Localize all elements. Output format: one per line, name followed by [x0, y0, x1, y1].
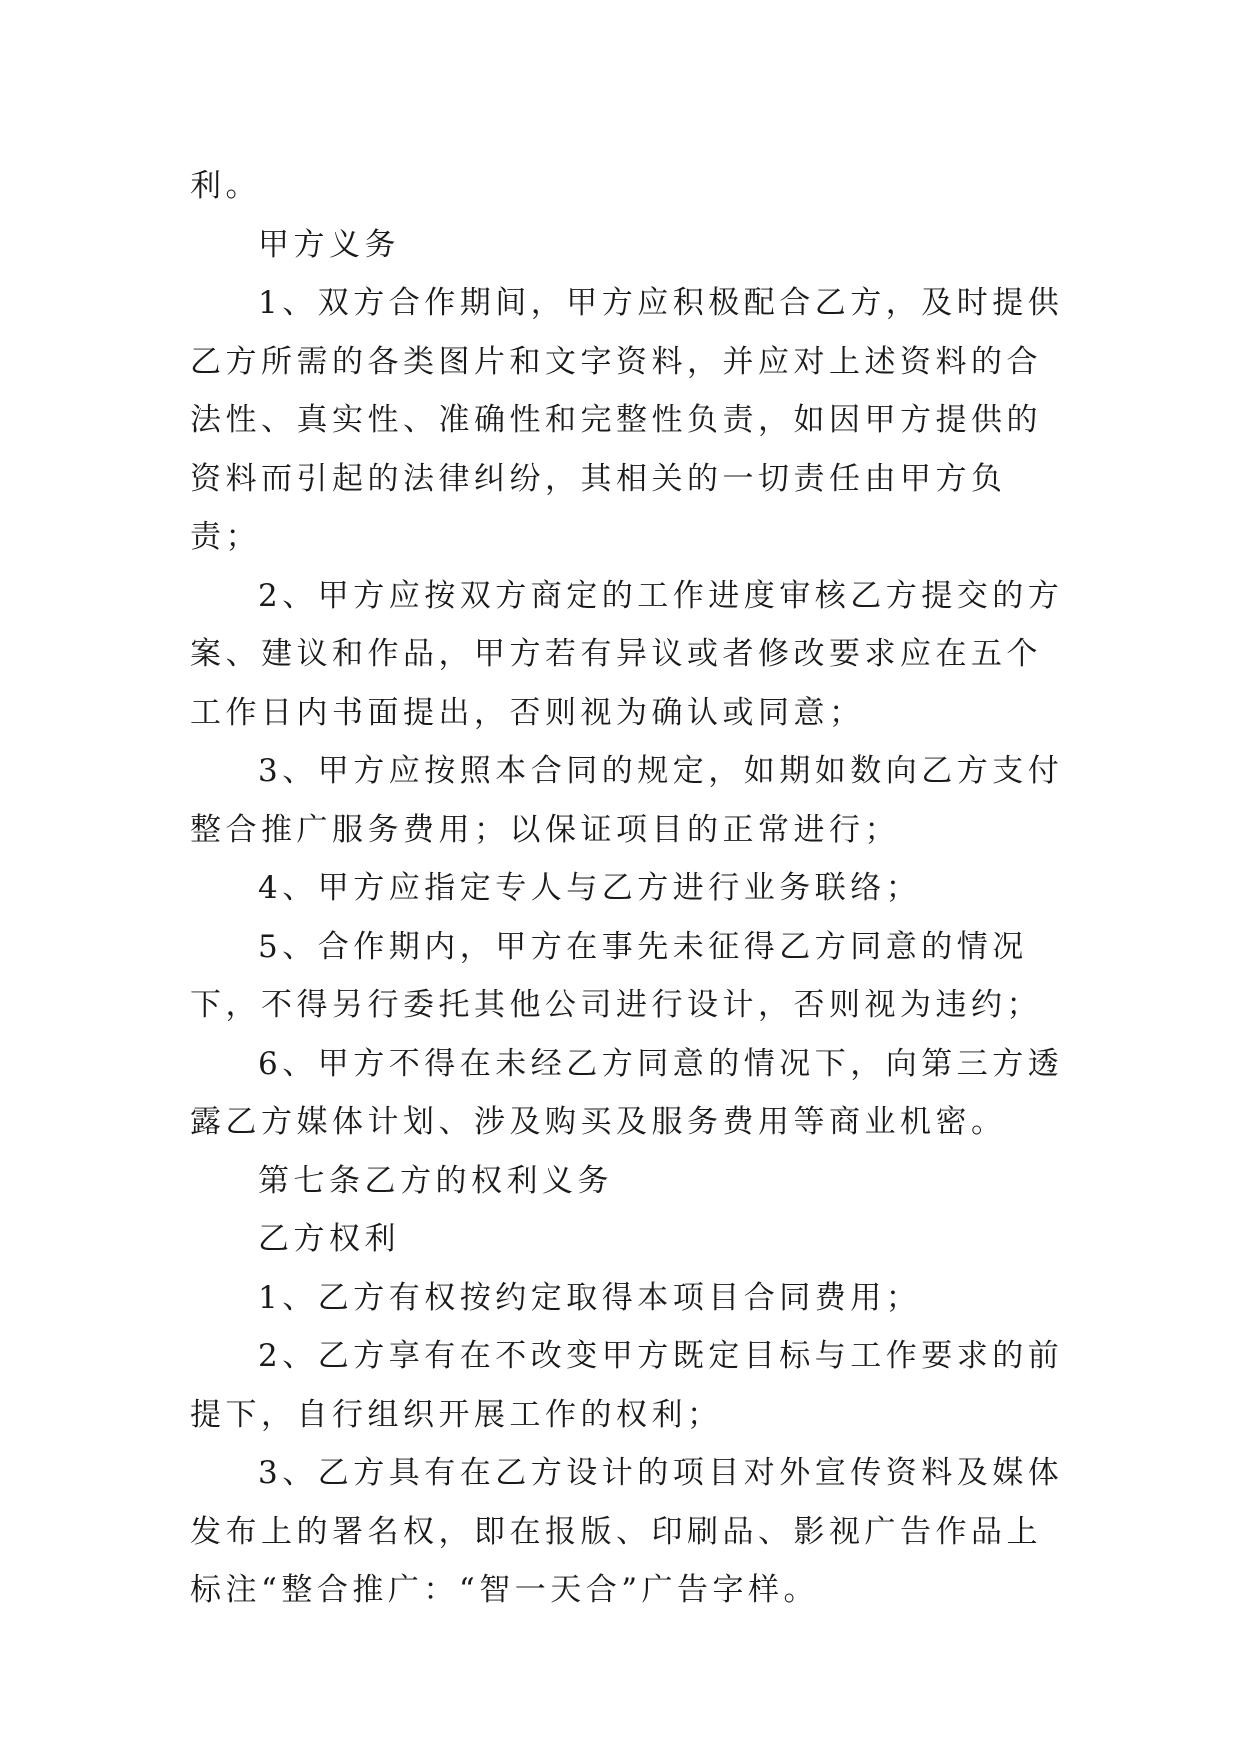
paragraph-a-obligation-1: 1、双方合作期间，甲方应积极配合乙方，及时提供乙方所需的各类图片和文字资料，并应对上述资料的合法性、真实性、准确性和完整性负责，如因甲方提供的资料而引起的法律纠纷，其相关的一切责任由甲方负责；	[190, 285, 1064, 555]
heading-party-a-obligations: 甲方义务	[258, 226, 400, 263]
paragraph-a-obligation-6: 6、甲方不得在未经乙方同意的情况下，向第三方透露乙方媒体计划、涉及购买及服务费用等商业机密。	[190, 1045, 1064, 1140]
paragraph-a-obligation-5: 5、合作期内，甲方在事先未征得乙方同意的情况下，不得另行委托其他公司进行设计，否则视为违约；	[190, 928, 1042, 1023]
paragraph-a-obligation-2: 2、甲方应按双方商定的工作进度审核乙方提交的方案、建议和作品，甲方若有异议或者修改要求应在五个工作日内书面提出，否则视为确认或同意；	[190, 577, 1064, 731]
paragraph-b-right-2: 2、乙方享有在不改变甲方既定目标与工作要求的前提下，自行组织开展工作的权利；	[190, 1338, 1064, 1433]
document-body	[190, 157, 1070, 1620]
paragraph-b-right-3: 3、乙方具有在乙方设计的项目对外宣传资料及媒体发布上的署名权，即在报版、印刷品、影视广告作品上标注“整合推广：“智一天合”广告字样。	[190, 1455, 1064, 1608]
heading-article-7: 第七条乙方的权利义务	[258, 1162, 613, 1199]
paragraph-a-obligation-4: 4、甲方应指定专人与乙方进行业务联络；	[258, 870, 922, 906]
paragraph-continuation: 利。	[190, 168, 261, 204]
paragraph-b-right-1: 1、乙方有权按约定取得本项目合同费用；	[258, 1279, 922, 1316]
paragraph-a-obligation-3: 3、甲方应按照本合同的规定，如期如数向乙方支付整合推广服务费用；以保证项目的正常进行；	[190, 753, 1064, 848]
heading-party-b-rights: 乙方权利	[258, 1221, 400, 1257]
